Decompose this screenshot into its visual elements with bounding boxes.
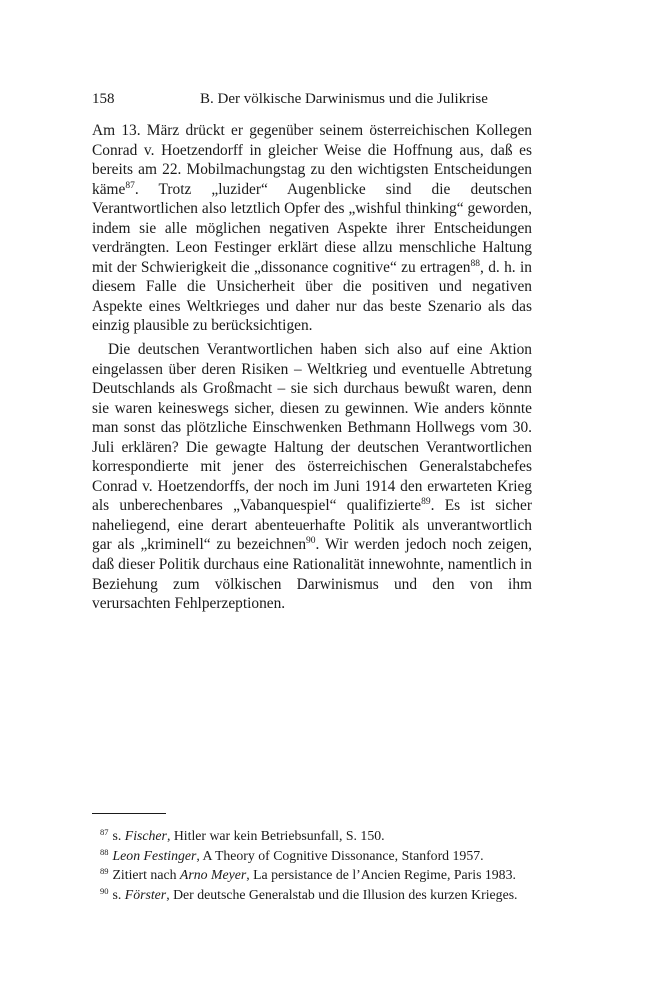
paragraph-text: , d. h. in diesem Falle die Unsicherheit über die positiven und negativen Aspekte eines Weltkrieges und daher nur das beste Szenario als das einzig plausible zu berücksichtigen. (92, 258, 532, 335)
footnote-89 (100, 865, 532, 885)
footnote-number: 89 (100, 866, 109, 877)
footnote-prefix: Zitiert nach (112, 867, 180, 883)
footnote-text: , Der deutsche Generalstab und die Illusion des kurzen Krieges. (166, 886, 518, 902)
running-head: B. Der völkische Darwinismus und die Julikrise (200, 91, 488, 107)
footnote-87 (100, 826, 532, 846)
footnote-author: Arno Meyer (179, 867, 247, 883)
footnote-ref-87: 87 (125, 180, 135, 191)
footnote-text: , La persistance de l’Ancien Regime, Paris 1983. (246, 867, 516, 883)
footnote-number: 88 (100, 846, 109, 857)
footnote-ref-90: 90 (306, 536, 316, 547)
footnote-ref-88: 88 (470, 258, 480, 269)
footnote-prefix: s. (112, 828, 125, 843)
paragraph-text: Am 13. März drückt er gegenüber seinem österreichischen Kollegen Conrad v. Hoetzendorff in gleicher Weise die Hoffnung aus, daß es bereits am 22. Mobilmachungstag zu den wichtigsten Entscheidungen käme (92, 122, 532, 198)
footnote-text: , A Theory of Cognitive Dissonance, Stanford 1957. (196, 847, 484, 863)
paragraph-2 (92, 340, 532, 614)
footnote-author: Leon Festinger (112, 847, 197, 863)
footnote-90 (100, 885, 532, 905)
footnote-divider (92, 813, 166, 814)
footnote-number: 87 (100, 827, 109, 837)
body-text (92, 121, 532, 614)
paragraph-text: . Es ist sicher naheliegend, eine derart abenteuerhafte Politik als unverantwortlich gar als „kriminell“ zu bezeichnen (92, 497, 532, 554)
paragraph-1 (92, 121, 532, 336)
footnote-88 (100, 846, 532, 866)
footnote-ref-89: 89 (421, 497, 431, 508)
footnote-text: , Hitler war kein Betriebsunfall, S. 150. (166, 828, 385, 843)
page-number: 158 (92, 91, 115, 107)
paragraph-text: . Wir werden jedoch noch zeigen, daß dieser Politik durchaus eine Rationalität innewohnte, namentlich in Beziehung zum völkischen Darwinismus und den von ihm verursachten Fehlperzeptionen. (92, 536, 532, 613)
footnote-author: Förster (124, 886, 167, 902)
footnote-prefix: s. (112, 886, 125, 902)
paragraph-text: . Trotz „luzider“ Augenblicke sind die deutschen Verantwortlichen also letztlich Opfer des „wishful thinking“ geworden, indem sie alle möglichen negativen Aspekte ihrer Entscheidungen verdrängten. Leon Festinger erklärt diese allzu menschliche Haltung mit der Schwierigkeit die „dissonance cognitive“ zu ertragen (92, 180, 532, 276)
footnote-author: Fischer (124, 828, 167, 843)
paragraph-text: Die deutschen Verantwortlichen haben sich also auf eine Aktion eingelassen über deren Risiken – Weltkrieg und eventuelle Abtretung Deutschlands als Großmacht – sie sich durchaus bewußt waren, denn sie waren keineswegs sicher, diesen zu gewinnen. Wie anders könnte man sonst das plötzliche Einschwenken Bethmann Hollwegs vom 30. Juli erklären? Die gewagte Haltung der deutschen Verantwortlichen korrespondierte mit jener des österreichischen Generalstabchefes Conrad v. Hoetzendorffs, der noch im Juni 1914 den erwarteten Krieg als unberechenbares „Vabanquespiel“ qualifizierte (92, 341, 532, 515)
footnote-number: 90 (100, 885, 109, 896)
footnotes (100, 826, 532, 904)
